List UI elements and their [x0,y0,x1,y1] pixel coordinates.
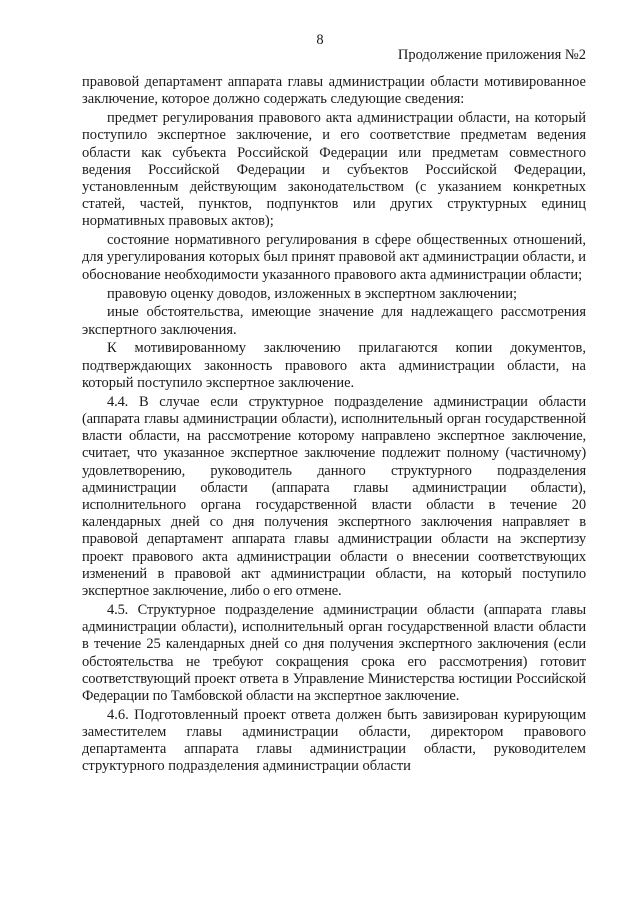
clause-4-5: 4.5. Структурное подразделение администрации области (аппарата главы администрации области), исполнительный орган государственной власти области в течение 25 календарных дней со дня получения экспертного заключения (если обстоятельства не требуют сокращения срока его рассмотрения) готовит соответствующий проект ответа в Управление Министерства юстиции Российской Федерации по Тамбовской области на экспертное заключение. [82,601,586,704]
document-body [82,74,586,777]
paragraph-regulation-state: состояние нормативного регулирования в сфере общественных отношений, для урегулирования которых был принят правовой акт администрации области, и обоснование необходимости указанного правового акта администрации области; [82,232,586,283]
paragraph-legal-assessment: правовую оценку доводов, изложенных в экспертном заключении; [107,285,518,302]
clause-4-4: 4.4. В случае если структурное подразделение администрации области (аппарата главы администрации области), исполнительный орган государственной власти области, на рассмотрение которому направлено экспертное заключение, считает, что указанное экспертное заключение подлежит полному (частичному) удовлетворению, руководитель данного структурного подразделения администрации области (аппарата главы администрации области), исполнительного органа государственной власти области в течение 20 календарных дней со дня получения экспертного заключения направляет в правовой департамент аппарата главы администрации области на экспертизу проект правового акта администрации области о внесении соответствующих изменений в правовой акт администрации области, на который поступило экспертное заключение, либо о его отмене. [82,393,586,600]
appendix-continuation-note: Продолжение приложения №2 [397,47,586,63]
paragraph-other-circumstances: иные обстоятельства, имеющие значение для надлежащего рассмотрения экспертного заключения. [82,304,586,338]
paragraph-subject-of-regulation: предмет регулирования правового акта администрации области, на который поступило экспертное заключение, и его соответствие предметам ведения области как субъекта Российской Федерации или предметам совместного ведения Российской Федерации и субъектов Российской Федерации, установленным действующим законодательством (с указанием конкретных статей, частей, пунктов, подпунктов или других структурных единиц нормативных правовых актов); [82,110,586,230]
paragraph-recipient: правовой департамент аппарата главы администрации области мотивированное заключение, которое должно содержать следующие сведения: [82,74,586,108]
paragraph-attachments: К мотивированному заключению прилагаются копии документов, подтверждающих законность правового акта администрации области, на который поступило экспертное заключение. [82,340,586,391]
clause-4-6: 4.6. Подготовленный проект ответа должен быть завизирован курирующим заместителем главы администрации области, директором правового департамента аппарата главы администрации области, руководителем структурного подразделения администрации области [82,706,586,775]
page-number: 8 [316,32,324,48]
